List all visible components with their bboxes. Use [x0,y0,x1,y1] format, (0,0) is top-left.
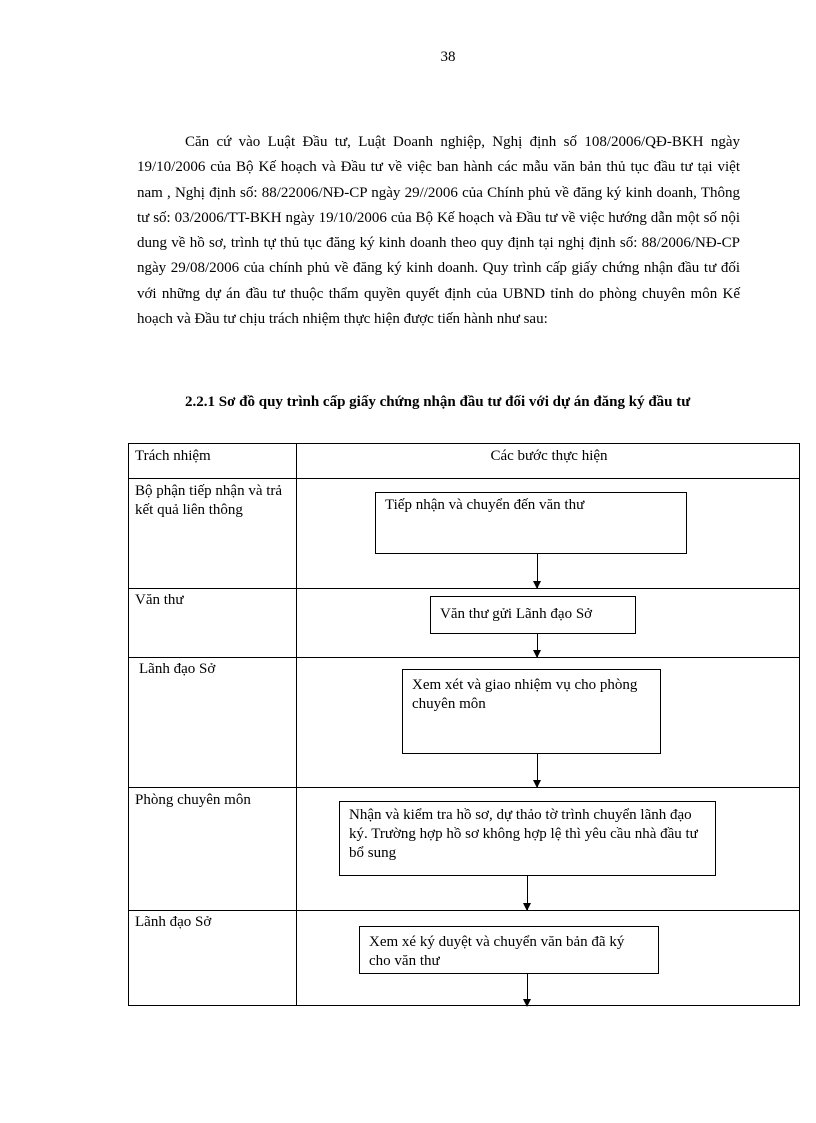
arrow-down-icon [537,754,538,787]
step-box: Nhận và kiểm tra hồ sơ, dự thảo tờ trình chuyển lãnh đạo ký. Trường hợp hồ sơ không hợp lệ thì yêu cầu nhà đầu tư bổ sung [339,801,716,876]
arrow-down-icon [527,876,528,910]
step-box: Xem xé ký duyệt và chuyển văn bản đã ký cho văn thư [359,926,659,974]
responsibility-cell: Lãnh đạo Sở [135,914,212,930]
row-divider [129,910,799,911]
arrow-down-icon [537,554,538,588]
header-steps: Các bước thực hiện [490,448,608,464]
arrow-down-icon [527,974,528,1006]
intro-paragraph: Căn cứ vào Luật Đầu tư, Luật Doanh nghiệp, Nghị định số 108/2006/QĐ-BKH ngày 19/10/2006 của Bộ Kế hoạch và Đầu tư về việc ban hành các mẫu văn bản thủ tục đầu tư tại việt nam , Nghị định số: 88/22006/NĐ-CP ngày 29//2006 của Chính phủ về đăng ký kinh doanh, Thông tư số: 03/2006/TT-BKH ngày 19/10/2006 của Bộ Kế hoạch và Đầu tư về việc hướng dẫn một số nội dung về hồ sơ, trình tự thủ tục đăng ký kinh doanh theo quy định tại nghị định số: 88/2006/NĐ-CP ngày 29/08/2006 của chính phủ về đăng ký kinh doanh. Quy trình cấp giấy chứng nhận đầu tư đối với những dự án đầu tư thuộc thẩm quyền quyết định của UBND tỉnh do phòng chuyên môn Kế hoạch và Đầu tư chịu trách nhiệm thực hiện được tiến hành như sau: [137,134,740,328]
responsibility-cell: Lãnh đạo Sở [139,661,216,677]
page-number: 38 [440,49,456,65]
header-responsibility: Trách nhiệm [135,448,211,464]
column-divider [296,444,297,1005]
row-divider [129,478,799,479]
responsibility-cell: Phòng chuyên môn [135,792,251,808]
row-divider [129,787,799,788]
step-box: Xem xét và giao nhiệm vụ cho phòng chuyên môn [402,669,661,754]
responsibility-cell: Bộ phận tiếp nhận và trả kết quả liên thông [135,483,283,518]
responsibility-cell: Văn thư [135,592,184,608]
row-divider [129,588,799,589]
arrow-down-icon [537,634,538,657]
row-divider [129,657,799,658]
step-box: Tiếp nhận và chuyển đến văn thư [375,492,687,554]
process-table [128,443,800,1006]
section-heading: 2.2.1 Sơ đồ quy trình cấp giấy chứng nhận đầu tư đối với dự án đăng ký đầu tư [185,394,691,410]
step-box: Văn thư gửi Lãnh đạo Sở [430,596,636,634]
